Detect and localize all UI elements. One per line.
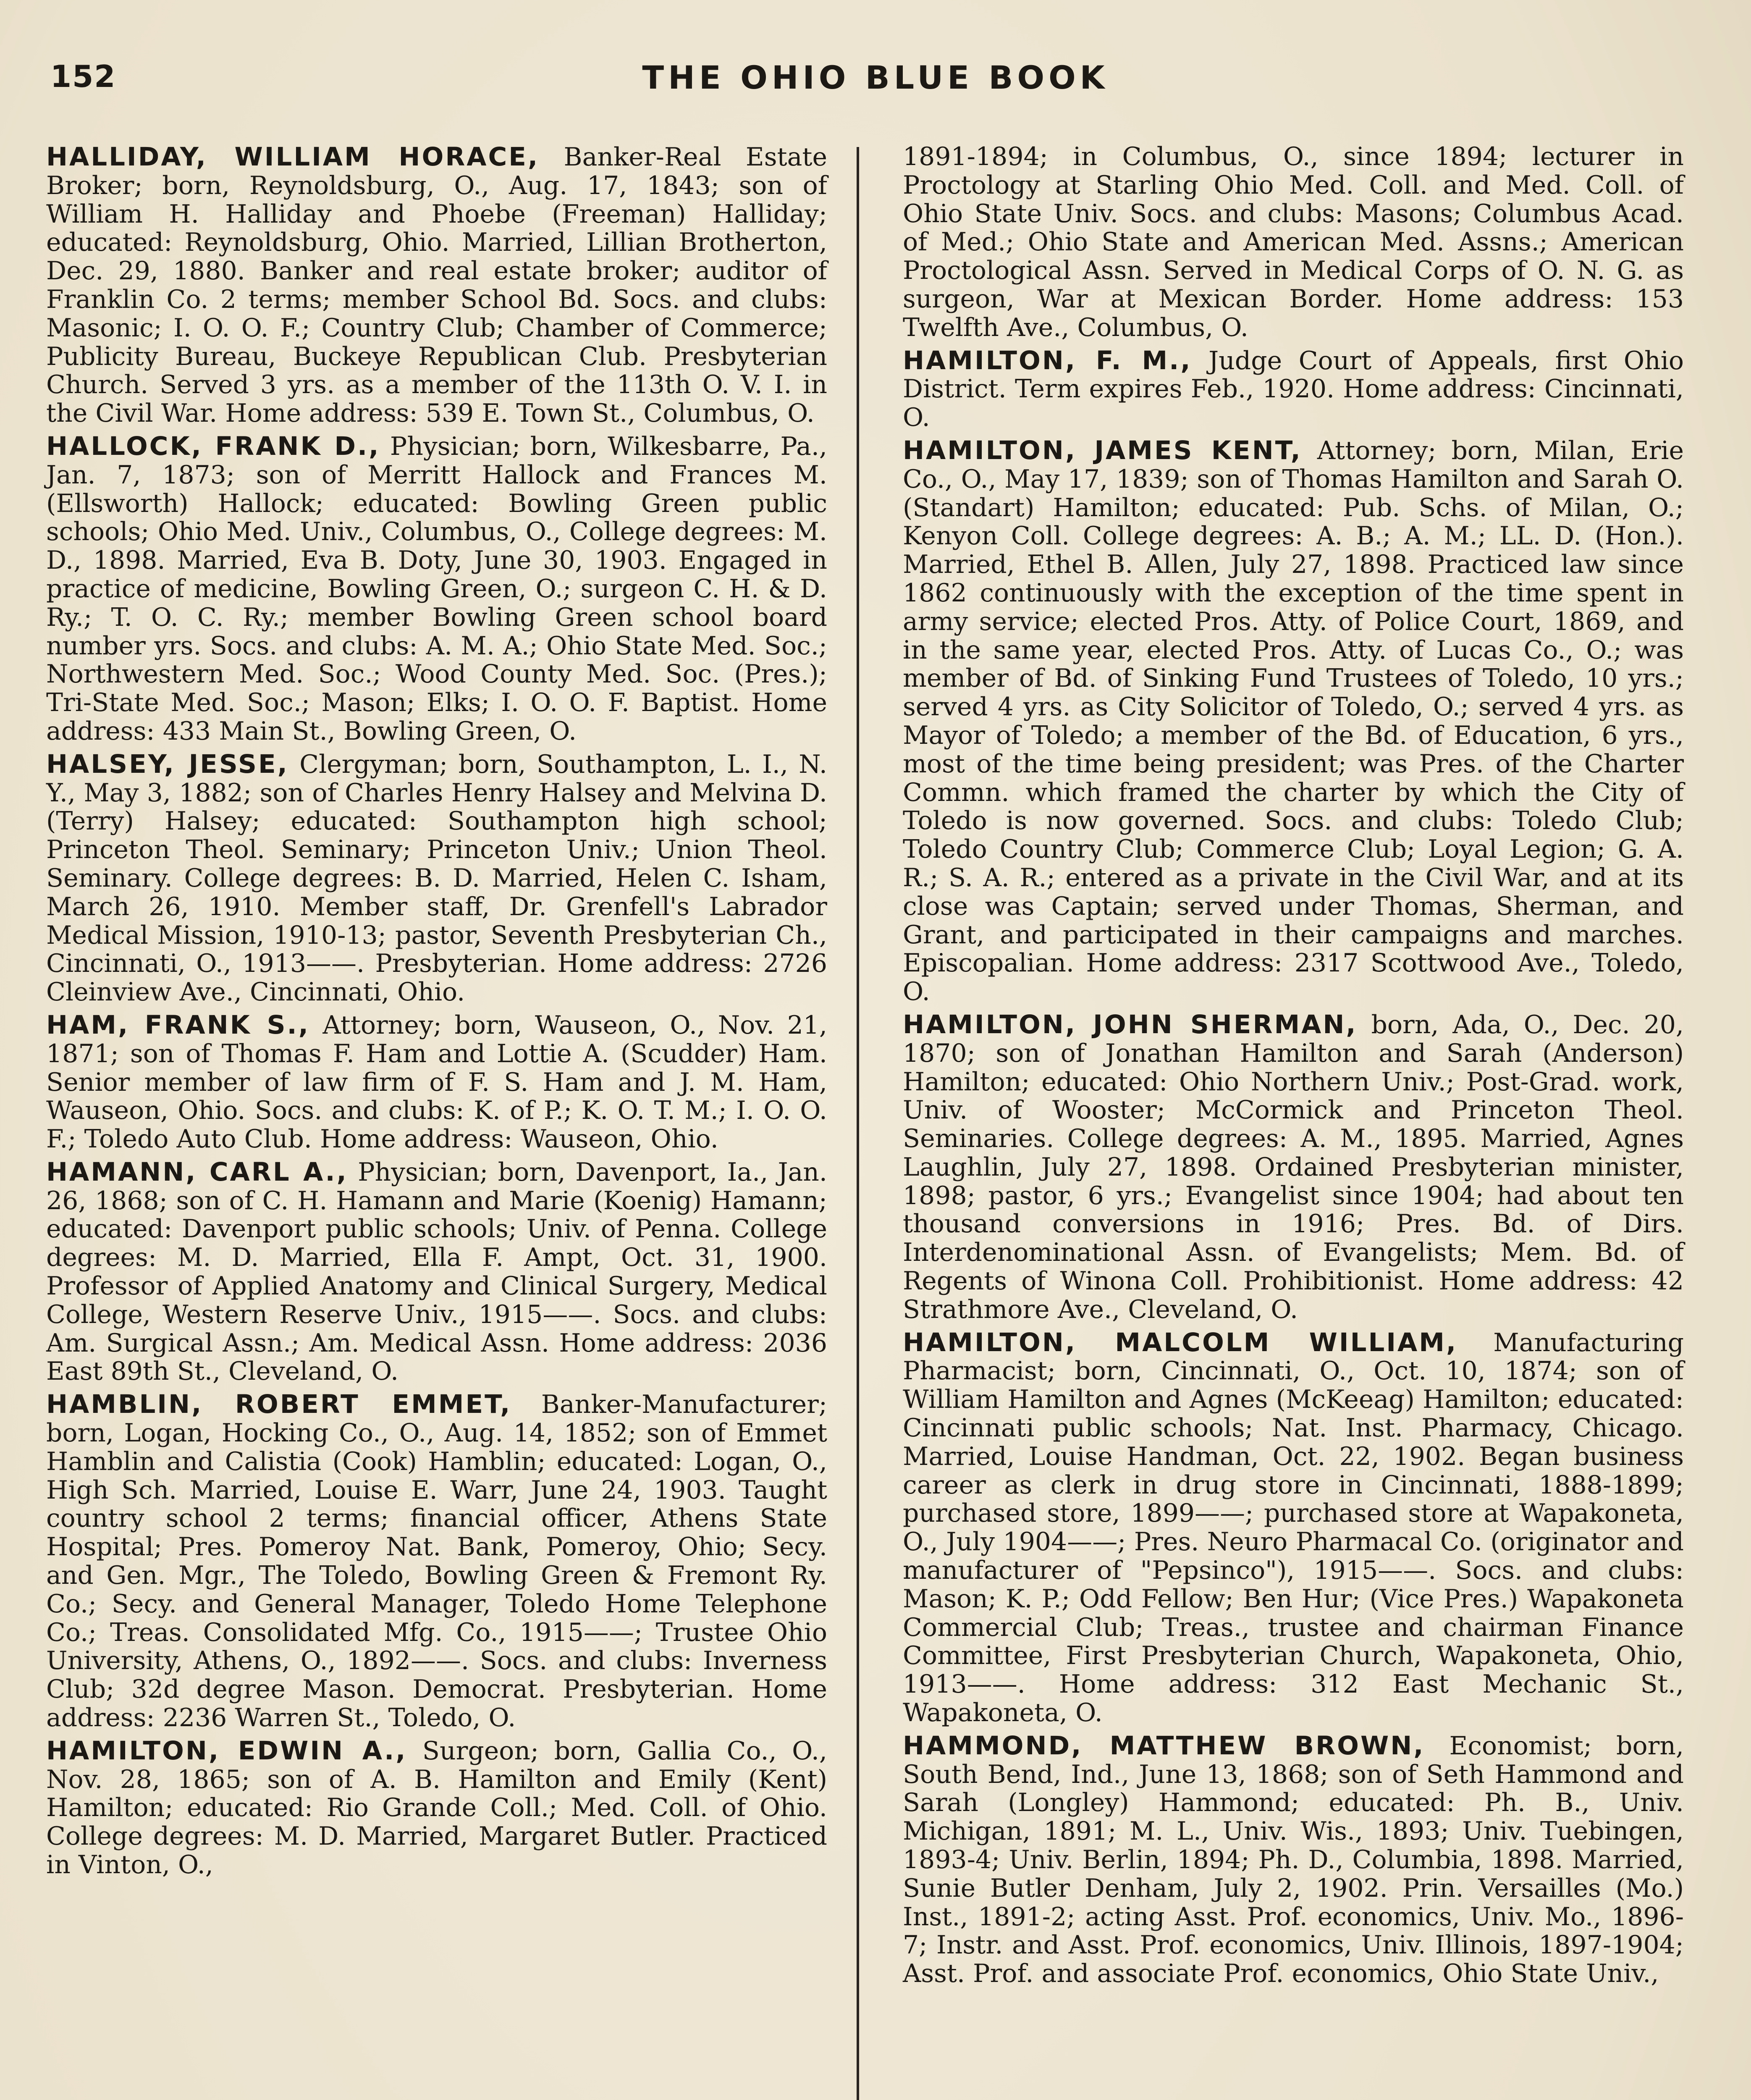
entry-name: HAMMOND, MATTHEW BROWN, <box>903 1730 1425 1761</box>
entry-text: Attorney; born, Wauseon, O., Nov. 21, 1871; son of Thomas F. Ham and Lottie A. (Scudder) Ham. Senior member of law firm of F. S. Ham and J. M. Ham, Wauseon, Ohio. Socs. and clubs: K. of P.; K. O. T. M.; I. O. O. F.; Toledo Auto Club. Home address: Wauseon, Ohio. <box>46 1010 827 1154</box>
entry-text: Economist; born, South Bend, Ind., June 13, 1868; son of Seth Hammond and Sarah (Longley) Hammond; educated: Ph. B., Univ. Michigan, 1891; M. L., Univ. Wis., 1893; Univ. Tuebingen, 1893-4; Univ. Berlin, 1894; Ph. D., Columbia, 1898. Married, Sunie Butler Denham, July 2, 1902. Prin. Versailles (Mo.) Inst., 1891-2; acting Asst. Prof. economics, Univ. Mo., 1896-7; Instr. and Asst. Prof. economics, Univ. Illinois, 1897-1904; Asst. Prof. and associate Prof. economics, Ohio State Univ., <box>903 1731 1684 1989</box>
entry-name: HAMILTON, EDWIN A., <box>46 1735 407 1766</box>
entry-text: Physician; born, Davenport, Ia., Jan. 26, 1868; son of C. H. Hamann and Marie (Koenig) Hamann; educated: Davenport public schools; Univ. of Penna. College degrees: M. D. Married, Ella F. Ampt, Oct. 31, 1900. Professor of Applied Anatomy and Clinical Surgery, Medical College, Western Reserve Univ., 1915——. Socs. and clubs: Am. Surgical Assn.; Am. Medical Assn. Home address: 2036 East 89th St., Cleveland, O. <box>46 1157 828 1386</box>
entry-name: HALLIDAY, WILLIAM HORACE, <box>46 142 540 172</box>
directory-entry <box>903 1328 1684 1727</box>
directory-entry <box>46 750 827 1007</box>
directory-entry <box>903 1011 1684 1324</box>
directory-entry <box>46 432 827 746</box>
entry-text: 1891-1894; in Columbus, O., since 1894; lecturer in Proctology at Starling Ohio Med. Coll. and Med. Coll. of Ohio State Univ. Socs. and clubs: Masons; Columbus Acad. of Med.; Ohio State and American Med. Assns.; American Proctological Assn. Served in Medical Corps of O. N. G. as surgeon, War at Mexican Border. Home address: 153 Twelfth Ave., Columbus, O. <box>903 142 1684 342</box>
directory-entry <box>46 1158 827 1386</box>
page-number: 152 <box>50 59 116 94</box>
directory-entry <box>46 143 827 428</box>
directory-entry <box>46 1011 827 1154</box>
entry-text: Judge Court of Appeals, first Ohio District. Term expires Feb., 1920. Home address: Cincinnati, O. <box>903 346 1684 433</box>
entry-name: HAMILTON, F. M., <box>903 345 1192 375</box>
directory-entry <box>903 436 1684 1006</box>
column-divider <box>857 147 859 2100</box>
entry-name: HAM, FRANK S., <box>46 1010 310 1040</box>
entry-name: HALLOCK, FRANK D., <box>46 431 380 461</box>
right-column <box>903 143 1684 1992</box>
directory-entry <box>46 1737 827 1880</box>
entry-name: HAMILTON, MALCOLM WILLIAM, <box>903 1327 1458 1357</box>
entry-name: HAMANN, CARL A., <box>46 1157 348 1187</box>
entry-text: Clergyman; born, Southampton, L. I., N. Y., May 3, 1882; son of Charles Henry Halsey and Melvina D. (Terry) Halsey; educated: Southampton high school; Princeton Theol. Seminary; Princeton Univ.; Union Theol. Seminary. College degrees: B. D. Married, Helen C. Isham, March 26, 1910. Member staff, Dr. Grenfell's Labrador Medical Mission, 1910-13; pastor, Seventh Presbyterian Ch., Cincinnati, O., 1913——. Presbyterian. Home address: 2726 Cleinview Ave., Cincinnati, Ohio. <box>46 749 827 1007</box>
page-header <box>0 59 1751 113</box>
page-title: THE OHIO BLUE BOOK <box>642 59 1109 96</box>
directory-entry <box>903 1732 1684 1988</box>
directory-entry <box>903 143 1684 342</box>
entry-name: HAMBLIN, ROBERT EMMET, <box>46 1389 512 1420</box>
entry-text: born, Ada, O., Dec. 20, 1870; son of Jonathan Hamilton and Sarah (Anderson) Hamilton; educated: Ohio Northern Univ.; Post-Grad. work, Univ. of Wooster; McCormick and Princeton Theol. Seminaries. College degrees: A. M., 1895. Married, Agnes Laughlin, July 27, 1898. Ordained Presbyterian minister, 1898; pastor, 6 yrs.; Evangelist since 1904; had about ten thousand conversions in 1916; Pres. Bd. of Dirs. Interdenominational Assn. of Evangelists; Mem. Bd. of Regents of Winona Coll. Prohibitionist. Home address: 42 Strathmore Ave., Cleveland, O. <box>903 1010 1684 1324</box>
entry-text: Manufacturing Pharmacist; born, Cincinnati, O., Oct. 10, 1874; son of William Hamilton and Agnes (McKeeag) Hamilton; educated: Cincinnati public schools; Nat. Inst. Pharmacy, Chicago. Married, Louise Handman, Oct. 22, 1902. Began business career as clerk in drug store in Cincinnati, 1888-1899; purchased store, 1899——; purchased store at Wapakoneta, O., July 1904——; Pres. Neuro Pharmacal Co. (originator and manufacturer of "Pepsinco"), 1915——. Socs. and clubs: Mason; K. P.; Odd Fellow; Ben Hur; (Vice Pres.) Wapakoneta Commercial Club; Treas., trustee and chairman Finance Committee, First Presbyterian Church, Wapakoneta, Ohio, 1913——. Home address: 312 East Mechanic St., Wapakoneta, O. <box>903 1328 1684 1728</box>
entry-name: HAMILTON, JOHN SHERMAN, <box>903 1009 1358 1040</box>
entry-text: Physician; born, Wilkesbarre, Pa., Jan. 7, 1873; son of Merritt Hallock and Frances M. (Ellsworth) Hallock; educated: Bowling Green public schools; Ohio Med. Univ., Columbus, O., College degrees: M. D., 1898. Married, Eva B. Doty, June 30, 1903. Engaged in practice of medicine, Bowling Green, O.; surgeon C. H. & D. Ry.; T. O. C. Ry.; member Bowling Green school board number yrs. Socs. and clubs: A. M. A.; Ohio State Med. Soc.; Northwestern Med. Soc.; Wood County Med. Soc. (Pres.); Tri-State Med. Soc.; Mason; Elks; I. O. O. F. Baptist. Home address: 433 Main St., Bowling Green, O. <box>46 431 827 746</box>
entry-text: Attorney; born, Milan, Erie Co., O., May 17, 1839; son of Thomas Hamilton and Sarah O. (Standart) Hamilton; educated: Pub. Schs. of Milan, O.; Kenyon Coll. College degrees: A. B.; A. M.; LL. D. (Hon.). Married, Ethel B. Allen, July 27, 1898. Practiced law since 1862 continuously with the exception of the time spent in army service; elected Pros. Atty. of Police Court, 1869, and in the same year, elected Pros. Atty. of Lucas Co., O.; was member of Bd. of Sinking Fund Trustees of Toledo, 10 yrs.; served 4 yrs. as City Solicitor of Toledo, O.; served 4 yrs. as Mayor of Toledo; a member of the Bd. of Education, 6 yrs., most of the time being president; was Pres. of the Charter Commn. which framed the charter by which the City of Toledo is now governed. Socs. and clubs: Toledo Club; Toledo Country Club; Commerce Club; Loyal Legion; G. A. R.; S. A. R.; entered as a private in the Civil War, and at its close was Captain; served under Thomas, Sherman, and Grant, and participated in their campaigns and marches. Episcopalian. Home address: 2317 Scottwood Ave., Toledo, O. <box>903 436 1684 1007</box>
directory-entry <box>46 1390 827 1732</box>
left-column <box>46 143 827 1884</box>
entry-name: HALSEY, JESSE, <box>46 749 289 779</box>
entry-text: Banker-Manufacturer; born, Logan, Hocking Co., O., Aug. 14, 1852; son of Emmet Hamblin and Calistia (Cook) Hamblin; educated: Logan, O., High Sch. Married, Louise E. Warr, June 24, 1903. Taught country school 2 terms; financial officer, Athens State Hospital; Pres. Pomeroy Nat. Bank, Pomeroy, Ohio; Secy. and Gen. Mgr., The Toledo, Bowling Green & Fremont Ry. Co.; Secy. and General Manager, Toledo Home Telephone Co.; Treas. Consolidated Mfg. Co., 1915——; Trustee Ohio University, Athens, O., 1892——. Socs. and clubs: Inverness Club; 32d degree Mason. Democrat. Presbyterian. Home address: 2236 Warren St., Toledo, O. <box>46 1390 827 1733</box>
entry-text: Surgeon; born, Gallia Co., O., Nov. 28, 1865; son of A. B. Hamilton and Emily (Kent) Hamilton; educated: Rio Grande Coll.; Med. Coll. of Ohio. College degrees: M. D. Married, Margaret Butler. Practiced in Vinton, O., <box>46 1736 827 1880</box>
entry-text: Banker-Real Estate Broker; born, Reynoldsburg, O., Aug. 17, 1843; son of William H. Halliday and Phoebe (Freeman) Halliday; educated: Reynoldsburg, Ohio. Married, Lillian Brotherton, Dec. 29, 1880. Banker and real estate broker; auditor of Franklin Co. 2 terms; member School Bd. Socs. and clubs: Masonic; I. O. O. F.; Country Club; Chamber of Commerce; Publicity Bureau, Buckeye Republican Club. Presbyterian Church. Served 3 yrs. as a member of the 113th O. V. I. in the Civil War. Home address: 539 E. Town St., Columbus, O. <box>46 142 827 428</box>
directory-entry <box>903 346 1684 432</box>
entry-name: HAMILTON, JAMES KENT, <box>903 435 1302 465</box>
